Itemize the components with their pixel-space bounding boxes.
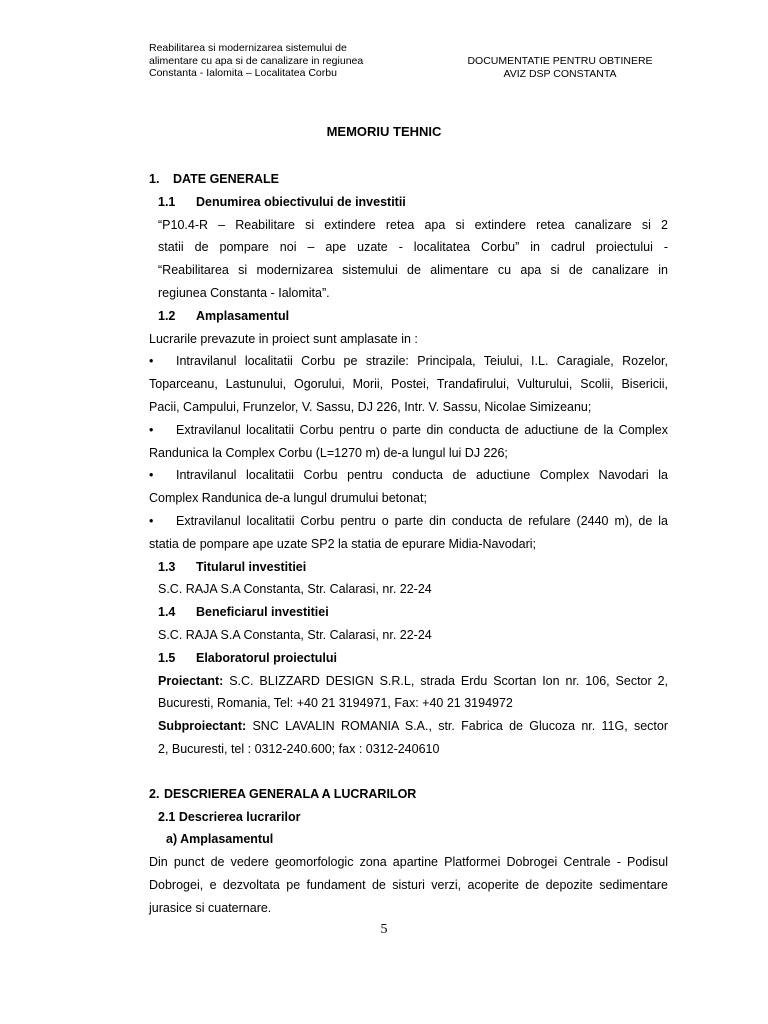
paragraph-line: 2, Bucuresti, tel : 0312-240.600; fax : 0312-240610 (158, 741, 440, 756)
bullet-glyph: • (149, 513, 154, 528)
paragraph-line: “P10.4-R – Reabilitare si extindere retea apa si extindere retea canalizare si 2 (158, 217, 668, 232)
designer-details: S.C. BLIZZARD DESIGN S.R.L, strada Erdu Scortan Ion nr. 106, Sector 2, (223, 673, 668, 688)
document-title: MEMORIU TEHNIC (326, 124, 442, 139)
section-number: 2. (149, 786, 160, 801)
header-line: alimentare cu apa si de canalizare in regiunea (149, 54, 364, 67)
bullet-glyph: • (149, 468, 154, 483)
subsection-number: 1.1 (158, 194, 176, 209)
paragraph-line: Dobrogei, e dezvoltata pe fundament de sisturi verzi, acoperite de depozite sedimentare (149, 877, 668, 892)
header-line: DOCUMENTATIE PENTRU OBTINERE (467, 55, 653, 67)
paragraph-line: S.C. RAJA S.A Constanta, Str. Calarasi, nr. 22-24 (158, 627, 432, 642)
paragraph-line: Complex Randunica de-a lungul drumului betonat; (149, 491, 427, 506)
subdesigner-line (149, 715, 668, 738)
subdesigner-label: Subproiectant: (158, 719, 247, 734)
subsection-1-3-heading (149, 556, 668, 579)
subsection-title: Denumirea obiectivului de investitii (196, 194, 406, 209)
subsection-number: 1.5 (158, 650, 176, 665)
subsection-1-5-heading (149, 647, 668, 670)
section-2-heading (149, 783, 668, 806)
subsection-number: 1.3 (158, 559, 176, 574)
header-line: Reabilitarea si modernizarea sistemului de (149, 42, 347, 54)
section-1-heading (149, 168, 668, 191)
paragraph-line: Pacii, Campului, Frunzelor, V. Sassu, DJ 226, Intr. V. Sassu, Nicolae Simizeanu; (149, 399, 592, 414)
section-spacer (149, 761, 668, 783)
bullet-glyph: • (149, 422, 154, 437)
paragraph-line: Bucuresti, Romania, Tel: +40 21 3194971, Fax: +40 21 3194972 (158, 696, 513, 711)
designer-line (149, 670, 668, 693)
paragraph-line: regiunea Constanta - Ialomita”. (158, 285, 330, 300)
running-header-project (149, 42, 399, 80)
page-number: 5 (380, 922, 388, 937)
paragraph-line: S.C. RAJA S.A Constanta, Str. Calarasi, nr. 22-24 (158, 582, 432, 597)
subsection-title: Amplasamentul (196, 308, 290, 323)
paragraph-line: “Reabilitarea si modernizarea sistemului de alimentare cu apa si de canalizare in (158, 263, 668, 278)
section-title: DATE GENERALE (173, 172, 280, 186)
bullet-item-line (149, 510, 668, 533)
subsection-1-4-heading (149, 601, 668, 624)
bullet-item-line (149, 419, 668, 442)
subsection-title: Elaboratorul proiectului (196, 650, 337, 665)
subsection-title: Titularul investitiei (196, 559, 307, 574)
document-body (149, 168, 668, 920)
paragraph-line: jurasice si cuaternare. (149, 900, 272, 915)
subsection-1-2-heading (149, 305, 668, 328)
subsection-number: 1.2 (158, 308, 176, 323)
bullet-text: Intravilanul localitatii Corbu pe strazile: Principala, Teiului, I.L. Caragiale, Rozelor, (176, 354, 668, 369)
paragraph-line: Din punct de vedere geomorfologic zona apartine Platformei Dobrogei Centrale - Podisul (149, 855, 668, 870)
subsection-a-heading: a) Amplasamentul (166, 832, 274, 847)
bullet-text: Extravilanul localitatii Corbu pentru o parte din conducta de refulare (2440 m), de la (176, 513, 668, 528)
subdesigner-details: SNC LAVALIN ROMANIA S.A., str. Fabrica de Glucoza nr. 11G, sector (246, 719, 668, 734)
bullet-text: Extravilanul localitatii Corbu pentru o parte din conducta de aductiune de la Complex (176, 422, 668, 437)
subsection-2-1-heading: 2.1 Descrierea lucrarilor (158, 809, 301, 824)
designer-label: Proiectant: (158, 673, 224, 688)
running-header-documentation (440, 55, 680, 80)
header-line: AVIZ DSP CONSTANTA (503, 67, 617, 80)
header-line: Constanta - Ialomita – Localitatea Corbu (149, 67, 337, 79)
paragraph-line: statia de pompare ape uzate SP2 la statia de epurare Midia-Navodari; (149, 536, 537, 551)
paragraph-line: Toparceanu, Lastunului, Ogorului, Morii, Postei, Trandafirului, Vulturului, Scolii, Bisericii, (149, 377, 668, 392)
subsection-title: Beneficiarul investitiei (196, 605, 329, 620)
paragraph-line: statii de pompare noi – ape uzate - localitatea Corbu” in cadrul proiectului - (158, 240, 668, 255)
paragraph-line: Randunica la Complex Corbu (L=1270 m) de-a lungul lui DJ 226; (149, 445, 508, 460)
section-title: DESCRIEREA GENERALA A LUCRARILOR (164, 786, 417, 801)
bullet-text: Intravilanul localitatii Corbu pentru conducta de aductiune Complex Navodari la (176, 468, 668, 483)
bullet-item-line (149, 464, 668, 487)
paragraph-line: Lucrarile prevazute in proiect sunt amplasate in : (149, 331, 418, 346)
subsection-1-1-heading (149, 191, 668, 214)
section-number: 1. (149, 172, 160, 186)
bullet-item-line (149, 350, 668, 373)
subsection-number: 1.4 (158, 605, 176, 620)
bullet-glyph: • (149, 354, 154, 369)
